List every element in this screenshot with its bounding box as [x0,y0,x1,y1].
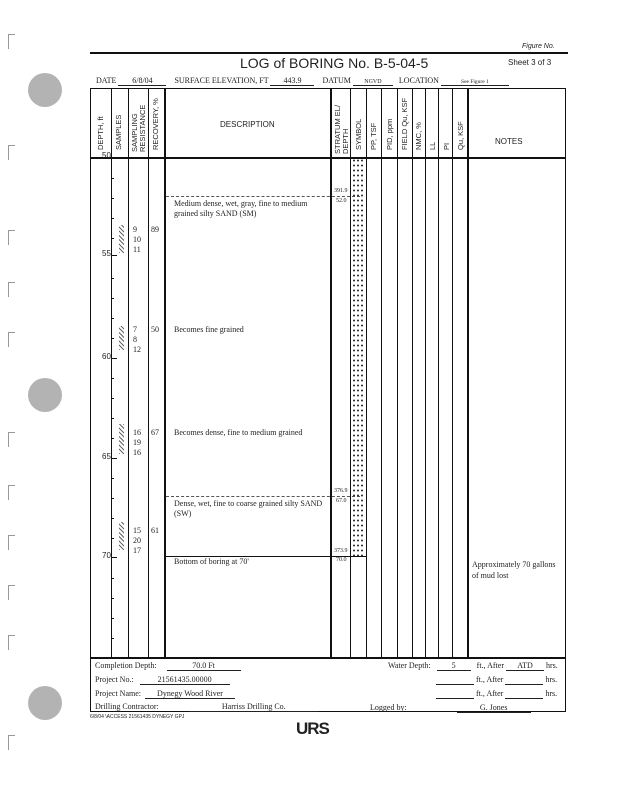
hrs-label: hrs. [545,675,558,684]
urs-logo: URS [296,719,329,738]
atd-value: ATD [506,661,544,671]
blow-count: 11 [133,245,141,254]
recovery-value: 67 [151,428,159,437]
completion-label: Completion Depth: [95,661,157,670]
blow-count: 9 [133,225,137,234]
sample-2 [133,325,141,355]
col-nmc: NMC, % [414,122,423,150]
description-1: Medium dense, wet, gray, fine to medium grained silty SAND (SM) [174,199,308,218]
col-ll: LL [428,141,437,150]
sample-4 [133,526,141,556]
blow-count: 20 [133,536,141,545]
figure-no: Figure No. [522,43,555,50]
ft-after-label: ft., After [476,661,504,670]
recovery-value: 50 [151,325,159,334]
description-4: Dense, wet, fine to coarse grained silty SAND (SW) [174,499,323,518]
page-tick [8,332,15,347]
datum-value: NGVD [353,79,393,86]
ft-after-label: ft., After [476,689,504,698]
water-row-2 [436,675,557,685]
page-tick [8,34,15,49]
blow-count: 8 [133,335,137,344]
col-notes: NOTES [495,137,523,146]
elevation-label: SURFACE ELEVATION, FT [174,76,269,85]
drilling-contractor [95,702,319,712]
description-2: Becomes fine grained [174,325,244,334]
completion-depth [95,661,241,671]
hrs-label: hrs. [545,689,558,698]
col-pp: PP, TSF [369,122,378,150]
logged-value: G. Jones [457,703,531,713]
logged-label: Logged by: [370,703,407,712]
date-value: 6/8/04 [118,76,166,86]
page-tick [8,735,15,750]
project-no-label: Project No.: [95,675,134,684]
completion-value: 70.0 Ft [167,661,241,671]
soil-symbol-sm [352,158,365,556]
blow-count: 16 [133,428,141,437]
ft-after-label: ft., After [476,675,504,684]
col-field-qu: FIELD Qu, KSF [400,97,409,150]
col-recovery: RECOVERY, % [151,98,160,150]
sample-marker [119,326,124,350]
blow-count: 15 [133,526,141,535]
water-depth [388,661,558,671]
boring-log-frame [90,88,566,712]
recovery-value: 61 [151,526,159,535]
col-samples: SAMPLES [114,114,123,150]
contractor-label: Drilling Contractor: [95,702,159,711]
col-pi: PI [442,142,451,150]
date-label: DATE [96,76,117,85]
sample-marker [119,424,124,454]
binder-hole-top [28,73,62,107]
col-resistance: SAMPLING RESISTANCE [130,104,147,152]
stratum-elevation: 373.9 [334,548,348,554]
water-label: Water Depth: [388,661,431,670]
sample-3 [133,428,141,458]
project-name-label: Project Name: [95,689,141,698]
col-pid: PID, ppm [385,118,394,150]
depth-label-50: 50 [102,151,111,160]
log-title: LOG of BORING No. B-5-04-5 [240,55,429,71]
project-no-value: 21561435.00000 [140,675,230,685]
file-reference: 6/8/04 \ACCESS 21561435 DYNEGY GPJ [90,714,185,720]
depth-label-60: 60 [102,352,111,361]
page-tick [8,432,15,447]
depth-label-55: 55 [102,249,111,258]
stratum-elevation: 391.9 [334,188,348,194]
stratum-depth: 52.0 [336,198,347,204]
col-qu: Qu, KSF [456,121,465,150]
sample-marker [119,522,124,550]
col-stratum: STRATUM EL/ DEPTH [333,104,350,154]
description-5: Bottom of boring at 70' [174,557,249,566]
project-name [95,689,235,699]
stratum-depth: 70.0 [336,557,347,563]
blow-count: 10 [133,235,141,244]
hrs-label: hrs. [546,661,558,670]
depth-label-65: 65 [102,452,111,461]
page-tick [8,485,15,500]
elevation-value: 443.9 [270,76,314,86]
page-tick [8,585,15,600]
blow-count: 16 [133,448,141,457]
stratum-depth: 67.0 [336,498,347,504]
water-row-3 [436,689,557,699]
datum-label: DATUM [322,76,351,85]
depth-label-70: 70 [102,551,111,560]
project-name-value: Dynegy Wood River [145,689,235,699]
sample-marker [119,225,124,253]
sheet-number: Sheet 3 of 3 [508,58,552,67]
blow-count: 7 [133,325,137,334]
location-value: See Figure 1 [441,79,509,86]
location-label: LOCATION [398,76,439,85]
sample-1 [133,225,141,255]
page-tick [8,635,15,650]
header-row [96,76,566,86]
page-tick [8,230,15,245]
contractor-value: Harriss Drilling Co. [189,702,319,712]
blow-count: 19 [133,438,141,447]
col-depth: DEPTH, ft [96,116,105,150]
stratum-elevation: 376.9 [334,488,348,494]
binder-hole-middle [28,378,62,412]
page-tick [8,535,15,550]
recovery-value: 89 [151,225,159,234]
note-mud-lost: Approximately 70 gallons of mud lost [472,560,556,580]
blow-count: 17 [133,546,141,555]
blow-count: 12 [133,345,141,354]
page-tick [8,282,15,297]
project-number [95,675,230,685]
col-symbol: SYMBOL [354,118,363,150]
page-tick [8,145,15,160]
description-3: Becomes dense, fine to medium grained [174,428,303,437]
col-description: DESCRIPTION [220,120,275,129]
logged-by [370,703,531,713]
binder-hole-bottom [28,686,62,720]
water-value: 5 [437,661,471,671]
